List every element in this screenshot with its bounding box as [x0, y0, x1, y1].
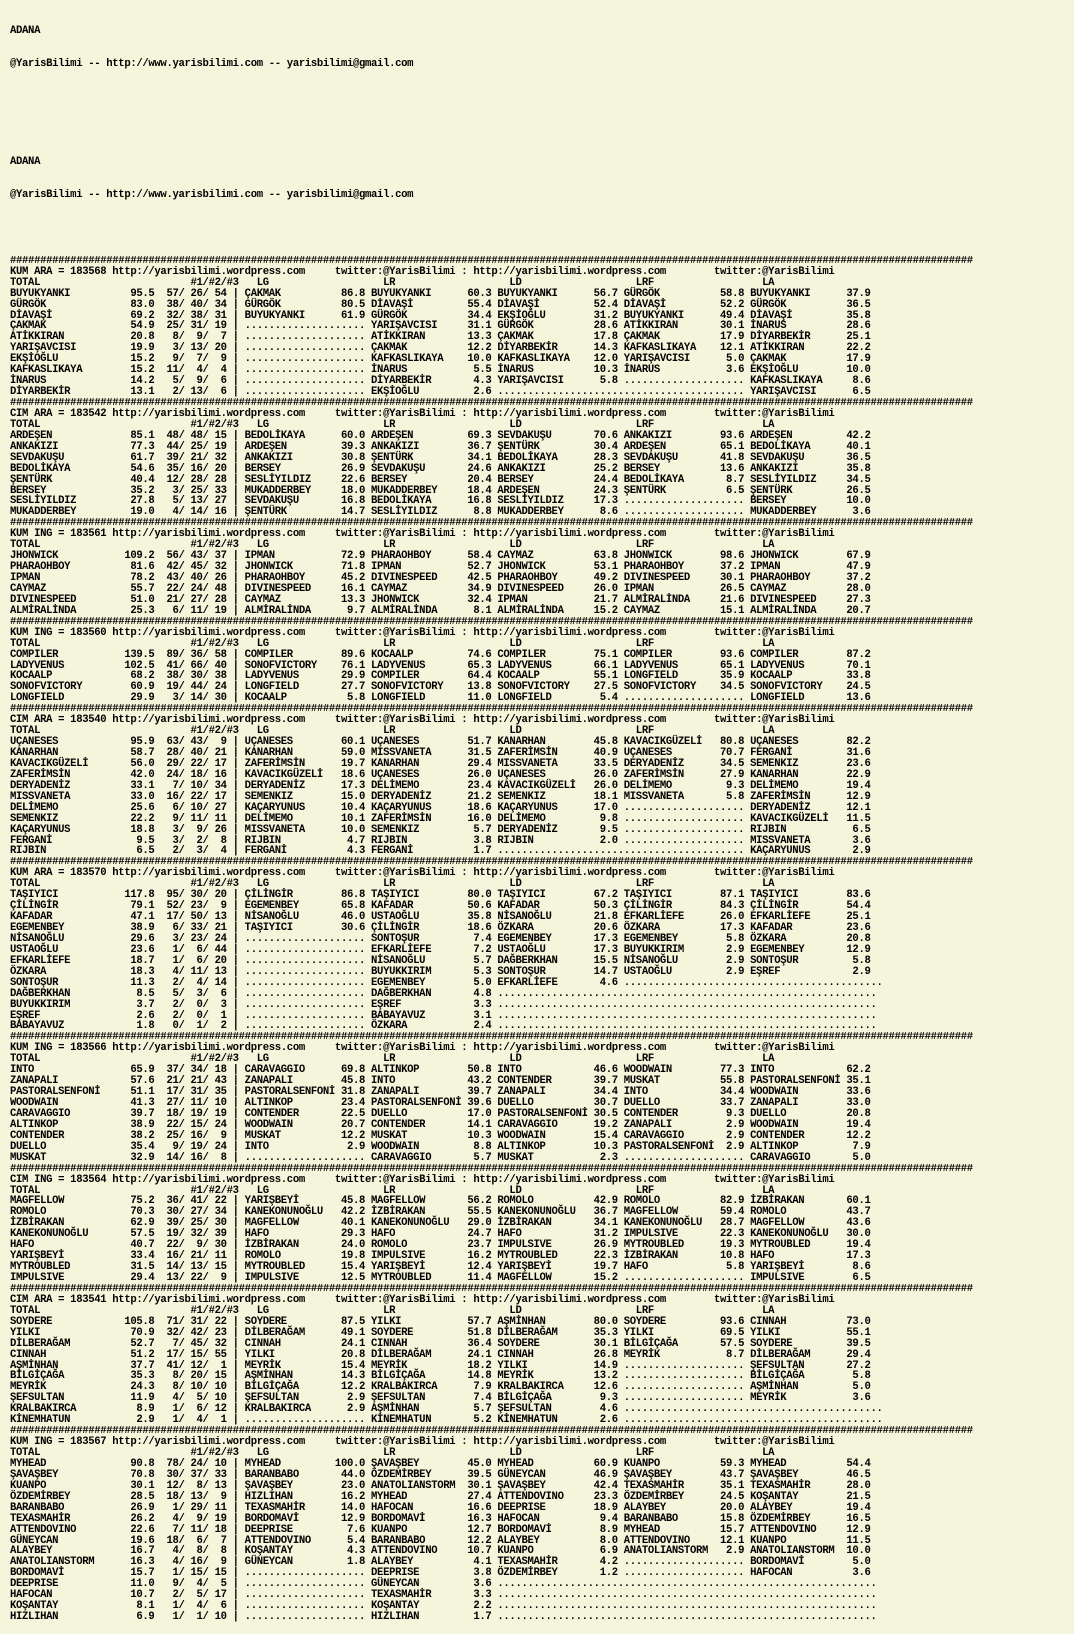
result-row: ATİKKIRAN 20.8 8/ 9/ 7 | .................... ATİKKIRAN 13.3 ÇAKMAK 17.8 ÇAKMAK 17.9 DİYARBEKİR 25.1 [10, 331, 871, 344]
result-row: YARIŞBEYİ 33.4 16/ 21/ 11 | ROMOLO 19.8 IMPULSIVE 16.2 MYTROUBLED 22.3 İZBİRAKAN 10.8 HAFO 17.3 [10, 1250, 871, 1263]
result-row: SEMENKIZ 22.2 9/ 11/ 11 | DELİMEMO 10.1 ZAFERİMSİN 16.0 DELİMEMO 9.8 .................... KAVACIKGÜZELİ 11.5 [10, 812, 871, 825]
section-title: CIM ARA = 183540 http://yarisbilimi.wordpress.com twitter:@YarisBilimi : http://yarisbilimi.wordpress.com twitter:@YarisBilimi [10, 714, 835, 727]
result-row: CARAVAGGIO 39.7 18/ 19/ 19 | CONTENDER 22.5 DUELLO 17.0 PASTORALSENFONİ 30.5 CONTENDER 9.3 DUELLO 20.8 [10, 1107, 871, 1120]
column-header: TOTAL #1/#2/#3 LG LR LD LRF LA [10, 725, 775, 738]
result-row: ALAYBEY 16.7 4/ 8/ 8 | KOŞANTAY 4.3 ATTENDOVINO 10.7 KUANPO 6.9 ANATOLIANSTORM 2.9 ANATOLIANSTORM 10.0 [10, 1545, 871, 1558]
result-row: NİSANOĞLU 29.6 3/ 23/ 24 | .................... SONTOŞUR 7.4 EGEMENBEY 17.3 EGEMENBEY 5.8 ÖZKARA 20.8 [10, 932, 871, 945]
race-section [10, 1164, 1074, 1284]
result-row: FERGANİ 9.5 3/ 2/ 8 | RIJBIN 4.7 RIJBIN 3.8 RIJBIN 2.0 .................... MISSVANETA 3.6 [10, 834, 871, 847]
result-row: KOŞANTAY 8.1 1/ 4/ 6 | .................... KOŞANTAY 2.2 ............................................................... [10, 1600, 877, 1613]
section-title: CIM ARA = 183541 http://yarisbilimi.wordpress.com twitter:@YarisBilimi : http://yarisbilimi.wordpress.com twitter:@YarisBilimi [10, 1293, 835, 1306]
result-row: ANATOLIANSTORM 16.3 4/ 16/ 9 | GÜNEYCAN 1.8 ALAYBEY 4.1 TEXASMAHİR 4.2 .................... BORDOMAVİ 5.0 [10, 1556, 871, 1569]
column-header: TOTAL #1/#2/#3 LG LR LD LRF LA [10, 276, 775, 289]
blank-line [10, 223, 1074, 234]
race-section [10, 617, 1074, 705]
result-row: KUANPO 30.1 12/ 8/ 13 | ŞAVAŞBEY 23.0 ANATOLIANSTORM 30.1 ŞAVAŞBEY 42.4 TEXASMAHİR 35.1 TEXASMAHİR 28.0 [10, 1479, 871, 1492]
race-section [10, 1426, 1074, 1623]
race-section [10, 518, 1074, 616]
result-row: ÇİLİNGİR 79.1 52/ 23/ 9 | EGEMENBEY 65.8 KAFADAR 50.6 KAFADAR 50.3 ÇİLİNGİR 84.3 ÇİLİNGİR 54.4 [10, 900, 871, 913]
result-row: BARANBABO 26.9 1/ 29/ 11 | TEXASMAHİR 14.0 HAFOCAN 16.6 DEEPRISE 18.9 ALAYBEY 20.0 ALAYBEY 19.4 [10, 1501, 871, 1514]
race-section [10, 256, 1074, 398]
result-row: BORDOMAVİ 15.7 1/ 15/ 15 | .................... DEEPRISE 3.8 ÖZDEMİRBEY 1.2 .................... HAFOCAN 3.6 [10, 1567, 871, 1580]
result-row: HAFO 40.7 22/ 9/ 30 | İZBİRAKAN 24.0 ROMOLO 23.7 IMPULSIVE 26.9 MYTROUBLED 19.3 MYTROUBLED 19.4 [10, 1239, 871, 1252]
result-row: BUYUKKIRIM 3.7 2/ 0/ 3 | .................... EŞREF 3.3 ............................................................... [10, 998, 877, 1011]
column-header: TOTAL #1/#2/#3 LG LR LD LRF LA [10, 1053, 775, 1066]
result-row: MYTROUBLED 31.5 14/ 13/ 15 | MYTROUBLED 15.4 YARIŞBEYİ 12.4 YARIŞBEYİ 19.7 HAFO 5.8 YARIŞBEYİ 8.6 [10, 1261, 871, 1274]
result-row: HIZLIHAN 6.9 1/ 1/ 10 | .................... HIZLIHAN 1.7 ............................................................... [10, 1611, 877, 1624]
result-row: USTAOĞLU 23.6 1/ 6/ 44 | .................... EFKARLİEFE 7.2 USTAOĞLU 17.3 BUYUKKIRIM 2.9 EGEMENBEY 12.9 [10, 943, 871, 956]
column-header: TOTAL #1/#2/#3 LG LR LD LRF LA [10, 637, 775, 650]
race-section [10, 1032, 1074, 1163]
race-section [10, 704, 1074, 857]
column-header: TOTAL #1/#2/#3 LG LR LD LRF LA [10, 1184, 775, 1197]
result-row: ALTINKOP 38.9 22/ 15/ 24 | WOODWAIN 20.7 CONTENDER 14.1 CARAVAGGIO 19.2 ZANAPALI 2.9 WOODWAIN 19.4 [10, 1118, 871, 1131]
result-row: DİYARBEKİR 13.1 2/ 13/ 6 | .................... EKŞİOĞLU 2.6 ......................................... YARIŞAVCISI 6.5 [10, 386, 871, 399]
section-separator: ################################################################################################################################################################ [10, 398, 973, 409]
result-row: EGEMENBEY 38.9 6/ 33/ 21 | TAŞIYICI 30.6 ÇİLİNGİR 18.6 ÖZKARA 20.6 ÖZKARA 17.3 KAFADAR 23.6 [10, 922, 871, 934]
result-row: BİLGİÇAĞA 35.3 8/ 20/ 15 | AŞMİNHAN 14.3 BİLGİÇAĞA 14.8 MEYRİK 13.2 .................... BİLGİÇAĞA 5.8 [10, 1370, 871, 1383]
section-title: CIM ING = 183564 http://yarisbilimi.wordpress.com twitter:@YarisBilimi : http://yarisbilimi.wordpress.com twitter:@YarisBilimi [10, 1173, 835, 1186]
result-row: SEVDAKUŞU 61.7 39/ 21/ 32 | ANKAKIZI 30.8 ŞENTÜRK 34.1 BEDOLİKAYA 28.3 SEVDAKUŞU 41.8 SEVDAKUŞU 36.5 [10, 451, 871, 464]
result-row: DİAVAŞİ 69.2 32/ 38/ 31 | BUYUKYANKI 61.9 GÜRGÖK 34.4 EKŞİOĞLU 31.2 BUYUKYANKI 49.4 DİAVAŞİ 35.8 [10, 309, 871, 322]
result-row: ÖZKARA 18.3 4/ 11/ 13 | .................... BUYUKKIRIM 5.3 SONTOŞUR 14.7 USTAOĞLU 2.9 EŞREF 2.9 [10, 965, 871, 978]
header-city-repeat: ADANA [10, 156, 41, 169]
result-row: MEYRİK 24.3 8/ 10/ 10 | BİLGİÇAĞA 12.2 KRALBAKIRCA 7.9 KRALBAKIRCA 12.6 .................... AŞMİNHAN 5.0 [10, 1381, 871, 1394]
column-header: TOTAL #1/#2/#3 LG LR LD LRF LA [10, 1304, 775, 1317]
result-row: KANARHAN 58.7 28/ 40/ 21 | KANARHAN 59.0 MISSVANETA 31.5 ZAFERİMSİN 40.9 UÇANESES 70.7 FERGANİ 31.6 [10, 747, 871, 759]
section-title: KUM ING = 183560 http://yarisbilimi.wordpress.com twitter:@YarisBilimi : http://yarisbilimi.wordpress.com twitter:@YarisBilimi [10, 626, 835, 639]
section-separator: ################################################################################################################################################################ [10, 255, 973, 267]
result-row: İNARUS 14.2 5/ 9/ 6 | .................... DİYARBEKİR 4.3 YARIŞAVCISI 5.8 .................... KAFKASLIKAYA 8.6 [10, 375, 871, 388]
result-row: LADYVENUS 102.5 41/ 66/ 40 | SONOFVICTORY 76.1 LADYVENUS 65.3 LADYVENUS 66.1 LADYVENUS 65.1 LADYVENUS 70.1 [10, 659, 871, 672]
header-city: ADANA [10, 24, 41, 37]
result-row: BEDOLİKAYA 54.6 35/ 16/ 20 | BERSEY 26.9 SEVDAKUŞU 24.6 ANKAKIZI 25.2 BERSEY 13.6 ANKAKIZI 35.8 [10, 462, 871, 475]
result-row: EKŞİOĞLU 15.2 9/ 7/ 9 | .................... KAFKASLIKAYA 10.0 KAFKASLIKAYA 12.0 YARIŞAVCISI 5.0 ÇAKMAK 17.9 [10, 353, 871, 366]
result-row: ŞENTÜRK 40.4 12/ 28/ 28 | SESLİYILDIZ 22.6 BERSEY 20.4 BERSEY 24.4 BEDOLİKAYA 8.7 SESLİYILDIZ 34.5 [10, 473, 871, 486]
result-row: ŞAVAŞBEY 70.8 30/ 37/ 33 | BARANBABO 44.0 ÖZDEMİRBEY 39.5 GÜNEYCAN 46.9 ŞAVAŞBEY 43.7 ŞAVAŞBEY 46.5 [10, 1468, 871, 1481]
result-row: SESLİYILDIZ 27.8 5/ 13/ 27 | SEVDAKUŞU 16.8 BEDOLİKAYA 16.8 SESLİYILDIZ 17.3 .................... BERSEY 10.0 [10, 495, 871, 508]
result-row: RIJBIN 6.5 2/ 3/ 4 | FERGANİ 4.3 FERGANİ 1.7 ......................................... KAÇARYUNUS 2.9 [10, 845, 871, 858]
result-row: EFKARLİEFE 18.7 1/ 6/ 20 | .................... NİSANOĞLU 5.7 DAĞBERKHAN 15.5 NİSANOĞLU 2.9 SONTOŞUR 5.8 [10, 954, 871, 967]
result-row: LONGFIELD 29.9 3/ 14/ 30 | KOCAALP 5.8 LONGFIELD 11.0 LONGFIELD 5.4 .................... LONGFIELD 13.6 [10, 692, 871, 705]
result-row: WOODWAIN 41.3 27/ 11/ 10 | ALTINKOP 23.4 PASTORALSENFONİ 39.6 DUELLO 30.7 DUELLO 33.7 ZANAPALI 33.0 [10, 1097, 871, 1109]
result-row: DAĞBERKHAN 8.5 5/ 3/ 6 | .................... DAĞBERKHAN 4.8 ............................................................... [10, 987, 877, 1000]
result-row: IPMAN 78.2 43/ 40/ 26 | PHARAOHBOY 45.2 DIVINESPEED 42.5 PHARAOHBOY 49.2 DIVINESPEED 30.1 PHARAOHBOY 37.2 [10, 572, 871, 584]
result-row: MUKADDERBEY 19.0 4/ 14/ 16 | ŞENTÜRK 14.7 SESLİYILDIZ 8.8 MUKADDERBEY 8.6 .................... MUKADDERBEY 3.6 [10, 506, 871, 519]
result-row: SOYDERE 105.8 71/ 31/ 22 | SOYDERE 87.5 YILKI 57.7 AŞMİNHAN 80.0 SOYDERE 93.6 CINNAH 73.0 [10, 1315, 871, 1328]
blank-line [10, 92, 1074, 103]
blank-line [10, 124, 1074, 135]
result-row: DIVINESPEED 51.0 21/ 27/ 28 | CAYMAZ 13.3 JHONWICK 32.4 IPMAN 21.7 ALMİRALİNDA 21.6 DIVINESPEED 27.3 [10, 593, 871, 606]
column-header: TOTAL #1/#2/#3 LG LR LD LRF LA [10, 539, 775, 552]
result-row: YILKI 70.9 32/ 42/ 23 | DİLBERAĞAM 49.1 SOYDERE 51.8 DİLBERAĞAM 35.3 YILKI 69.5 YILKI 55.1 [10, 1326, 871, 1339]
result-row: ALMİRALİNDA 25.3 6/ 11/ 19 | ALMİRALİNDA 9.7 ALMİRALİNDA 8.1 ALMİRALİNDA 15.2 CAYMAZ 15.1 ALMİRALİNDA 20.7 [10, 604, 871, 617]
result-row: GÜRGÖK 83.0 38/ 40/ 34 | GÜRGÖK 80.5 DİAVAŞİ 55.4 DİAVAŞİ 52.4 DİAVAŞİ 52.2 GÜRGÖK 36.5 [10, 298, 871, 311]
section-title: KUM ING = 183561 http://yarisbilimi.wordpress.com twitter:@YarisBilimi : http://yarisbilimi.wordpress.com twitter:@YarisBilimi [10, 528, 835, 541]
result-row: ZANAPALI 57.6 21/ 21/ 43 | ZANAPALI 45.8 INTO 43.2 CONTENDER 39.7 MUSKAT 55.8 PASTORALSENFONİ 35.1 [10, 1075, 871, 1088]
result-row: SONTOŞUR 11.3 2/ 4/ 14 | .................... EGEMENBEY 5.0 EFKARLİEFE 4.6 ........................................... [10, 976, 883, 989]
result-row: DELİMEMO 25.6 6/ 10/ 27 | KAÇARYUNUS 10.4 KAÇARYUNUS 18.6 KAÇARYUNUS 17.0 .................... DERYADENİZ 12.1 [10, 801, 871, 814]
result-row: KAÇARYUNUS 18.8 3/ 9/ 26 | MISSVANETA 10.0 SEMENKIZ 5.7 DERYADENİZ 9.5 .................... RIJBIN 6.5 [10, 823, 871, 836]
result-row: ÖZDEMİRBEY 28.5 18/ 13/ 9 | HIZLIHAN 16.2 MYHEAD 27.4 ATTENDOVINO 23.3 ÖZDEMİRBEY 24.5 KOŞANTAY 21.5 [10, 1490, 871, 1503]
result-row: SONOFVICTORY 60.9 19/ 44/ 24 | LONGFIELD 27.7 SONOFVICTORY 13.8 SONOFVICTORY 27.5 SONOFVICTORY 34.5 SONOFVICTORY 24.5 [10, 681, 871, 694]
result-row: IMPULSIVE 29.4 13/ 22/ 9 | IMPULSIVE 12.5 MYTROUBLED 11.4 MAGFELLOW 15.2 .................... IMPULSIVE 6.5 [10, 1272, 871, 1284]
section-separator: ################################################################################################################################################################ [10, 1283, 973, 1295]
result-row: GÜNEYCAN 19.6 18/ 6/ 7 | ATTENDOVINO 5.4 BARANBABO 12.2 ALAYBEY 8.0 ATTENDOVINO 12.1 KUANPO 11.5 [10, 1534, 871, 1547]
result-row: ROMOLO 70.3 30/ 27/ 34 | KANEKONUNOĞLU 42.2 İZBİRAKAN 55.5 KANEKONUNOĞLU 36.7 MAGFELLOW 59.4 ROMOLO 43.7 [10, 1206, 871, 1219]
header-contact: @YarisBilimi -- http://www.yarisbilimi.com -- yarisbilimi@gmail.com [10, 57, 414, 70]
result-row: DUELLO 35.4 9/ 19/ 24 | INTO 2.9 WOODWAIN 8.8 ALTINKOP 10.3 PASTORALSENFONİ 2.9 ALTINKOP 7.9 [10, 1140, 871, 1153]
result-row: ÇAKMAK 54.9 25/ 31/ 19 | .................... YARIŞAVCISI 31.1 GÜRGÖK 28.6 ATİKKIRAN 30.1 İNARUS 28.6 [10, 320, 871, 333]
column-header: TOTAL #1/#2/#3 LG LR LD LRF LA [10, 418, 775, 431]
section-title: KUM ARA = 183568 http://yarisbilimi.wordpress.com twitter:@YarisBilimi : http://yarisbilimi.wordpress.com twitter:@YarisBilimi [10, 265, 835, 278]
result-row: HAFOCAN 10.7 2/ 5/ 17 | .................... TEXASMAHİR 3.3 ............................................................... [10, 1589, 877, 1602]
result-row: CAYMAZ 55.7 22/ 24/ 48 | DIVINESPEED 16.1 CAYMAZ 34.9 DIVINESPEED 26.0 IPMAN 26.5 CAYMAZ 28.0 [10, 582, 871, 595]
race-section [10, 398, 1074, 518]
result-row: ZAFERİMSİN 42.0 24/ 18/ 16 | KAVACIKGÜZELİ 18.6 UÇANESES 26.0 UÇANESES 26.0 ZAFERİMSİN 27.9 KANARHAN 22.9 [10, 768, 871, 781]
result-row: JHONWICK 109.2 56/ 43/ 37 | IPMAN 72.9 PHARAOHBOY 58.4 CAYMAZ 63.8 JHONWICK 98.6 JHONWICK 67.9 [10, 550, 871, 563]
race-section [10, 1284, 1074, 1426]
header-contact-repeat: @YarisBilimi -- http://www.yarisbilimi.com -- yarisbilimi@gmail.com [10, 189, 414, 202]
section-title: KUM ARA = 183570 http://yarisbilimi.wordpress.com twitter:@YarisBilimi : http://yarisbilimi.wordpress.com twitter:@YarisBilimi [10, 867, 835, 880]
section-title: KUM ING = 183566 http://yarisbilimi.wordpress.com twitter:@YarisBilimi : http://yarisbilimi.wordpress.com twitter:@YarisBilimi [10, 1042, 835, 1055]
result-row: KOCAALP 68.2 38/ 30/ 38 | LADYVENUS 29.9 COMPILER 64.4 KOCAALP 55.1 LONGFIELD 35.9 KOCAALP 33.8 [10, 670, 871, 683]
result-row: ATTENDOVINO 22.6 7/ 11/ 18 | DEEPRISE 7.6 KUANPO 12.7 BORDOMAVİ 8.9 MYHEAD 15.7 ATTENDOVINO 12.9 [10, 1523, 871, 1536]
column-header: TOTAL #1/#2/#3 LG LR LD LRF LA [10, 878, 775, 891]
result-row: AŞMİNHAN 37.7 41/ 12/ 1 | MEYRİK 15.4 MEYRİK 18.2 YILKI 14.9 .................... ŞEFSULTAN 27.2 [10, 1359, 871, 1372]
result-row: BERSEY 35.2 3/ 25/ 33 | MUKADDERBEY 18.0 MUKADDERBEY 18.4 ARDEŞEN 24.3 ŞENTÜRK 6.5 ŞENTÜRK 26.5 [10, 484, 871, 497]
result-row: CONTENDER 38.2 25/ 16/ 9 | MUSKAT 12.2 MUSKAT 10.3 WOODWAIN 15.4 CARAVAGGIO 2.9 CONTENDER 12.2 [10, 1129, 871, 1142]
result-row: İZBİRAKAN 62.9 39/ 25/ 30 | MAGFELLOW 40.1 KANEKONUNOĞLU 29.0 İZBİRAKAN 34.1 KANEKONUNOĞLU 28.7 MAGFELLOW 43.6 [10, 1217, 871, 1230]
result-row: DERYADENİZ 33.1 7/ 10/ 34 | DERYADENİZ 17.3 DELİMEMO 23.4 KAVACIKGÜZELİ 26.0 DELİMEMO 9.3 DELİMEMO 19.4 [10, 779, 871, 792]
section-separator: ################################################################################################################################################################ [10, 1032, 973, 1044]
result-row: MYHEAD 90.8 78/ 24/ 10 | MYHEAD 100.0 ŞAVAŞBEY 45.0 MYHEAD 60.9 KUANPO 59.3 MYHEAD 54.4 [10, 1457, 871, 1470]
section-separator: ################################################################################################################################################################ [10, 857, 973, 869]
result-row: MAGFELLOW 75.2 36/ 41/ 22 | YARIŞBEYİ 45.8 MAGFELLOW 56.2 ROMOLO 42.9 ROMOLO 82.9 İZBİRAKAN 60.1 [10, 1195, 871, 1208]
section-separator: ################################################################################################################################################################ [10, 1426, 973, 1438]
section-separator: ################################################################################################################################################################ [10, 704, 973, 716]
result-row: KRALBAKIRCA 8.9 1/ 6/ 12 | KRALBAKIRCA 2.9 AŞMİNHAN 5.7 ŞEFSULTAN 4.6 ........................................... [10, 1403, 883, 1416]
section-separator: ################################################################################################################################################################ [10, 616, 973, 628]
result-row: INTO 65.9 37/ 34/ 18 | CARAVAGGIO 69.8 ALTINKOP 50.8 INTO 46.6 WOODWAIN 77.3 INTO 62.2 [10, 1064, 871, 1077]
result-row: DEEPRISE 11.0 9/ 4/ 5 | .................... GÜNEYCAN 3.6 ............................................................... [10, 1578, 877, 1591]
result-row: ŞEFSULTAN 11.9 4/ 5/ 10 | ŞEFSULTAN 2.9 ŞEFSULTAN 7.4 BİLGİÇAĞA 9.3 .................... MEYRİK 3.6 [10, 1392, 871, 1405]
result-row: ARDEŞEN 85.1 48/ 48/ 15 | BEDOLİKAYA 60.0 ARDEŞEN 69.3 SEVDAKUŞU 70.6 ANKAKIZI 93.6 ARDEŞEN 42.2 [10, 429, 871, 442]
section-title: KUM ING = 183567 http://yarisbilimi.wordpress.com twitter:@YarisBilimi : http://yarisbilimi.wordpress.com twitter:@YarisBilimi [10, 1436, 835, 1449]
result-row: DİLBERAĞAM 52.7 7/ 45/ 32 | CINNAH 24.1 CINNAH 36.4 SOYDERE 30.1 BİLGİÇAĞA 57.5 SOYDERE 39.5 [10, 1337, 871, 1350]
result-row: KANEKONUNOĞLU 57.5 19/ 32/ 39 | HAFO 29.3 HAFO 24.7 HAFO 31.2 IMPULSIVE 22.3 KANEKONUNOĞLU 30.0 [10, 1228, 871, 1241]
result-row: TAŞIYICI 117.8 95/ 30/ 20 | ÇİLİNGİR 86.8 TAŞIYICI 80.0 TAŞIYICI 67.2 TAŞIYICI 87.1 TAŞIYICI 83.6 [10, 889, 871, 902]
section-title: CIM ARA = 183542 http://yarisbilimi.wordpress.com twitter:@YarisBilimi : http://yarisbilimi.wordpress.com twitter:@YarisBilimi [10, 407, 835, 420]
result-row: BUYUKYANKI 95.5 57/ 26/ 54 | ÇAKMAK 86.8 BUYUKYANKI 60.3 BUYUKYANKI 56.7 GÜRGÖK 58.8 BUYUKYANKI 37.9 [10, 287, 871, 300]
result-row: MUSKAT 32.9 14/ 16/ 8 | .................... CARAVAGGIO 5.7 MUSKAT 2.3 .................... CARAVAGGIO 5.0 [10, 1151, 871, 1164]
result-row: BABAYAVUZ 1.8 0/ 1/ 2 | .................... ÖZKARA 2.4 ............................................................... [10, 1020, 877, 1033]
result-row: PHARAOHBOY 81.6 42/ 45/ 32 | JHONWICK 71.8 IPMAN 52.7 JHONWICK 53.1 PHARAOHBOY 37.2 IPMAN 47.9 [10, 561, 871, 574]
race-sections [10, 256, 1074, 1623]
result-row: KAFADAR 47.1 17/ 50/ 13 | NİSANOĞLU 46.0 USTAOĞLU 35.8 NİSANOĞLU 21.8 EFKARLİEFE 26.0 EFKARLİEFE 25.1 [10, 911, 871, 924]
column-header: TOTAL #1/#2/#3 LG LR LD LRF LA [10, 1447, 775, 1459]
result-row: YARIŞAVCISI 19.9 3/ 13/ 20 | .................... ÇAKMAK 12.2 DİYARBEKİR 14.3 KAFKASLIKAYA 12.1 ATİKKIRAN 22.2 [10, 342, 871, 355]
result-row: ANKAKIZI 77.3 44/ 25/ 19 | ARDEŞEN 39.3 ANKAKIZI 36.7 ŞENTÜRK 30.4 ARDEŞEN 65.1 BEDOLİKAYA 40.1 [10, 440, 871, 453]
result-row: COMPILER 139.5 89/ 36/ 58 | COMPILER 89.6 KOCAALP 74.6 COMPILER 75.1 COMPILER 93.6 COMPILER 87.2 [10, 648, 871, 661]
section-separator: ################################################################################################################################################################ [10, 1163, 973, 1175]
race-section [10, 857, 1074, 1032]
section-separator: ################################################################################################################################################################ [10, 518, 973, 530]
result-row: KAFKASLIKAYA 15.2 11/ 4/ 4 | .................... İNARUS 5.5 İNARUS 10.3 İNARUS 3.6 EKŞİOĞLU 10.0 [10, 364, 871, 377]
result-row: UÇANESES 95.9 63/ 43/ 9 | UÇANESES 60.1 UÇANESES 51.7 KANARHAN 45.8 KAVACIKGÜZELİ 80.8 UÇANESES 82.2 [10, 736, 871, 749]
result-row: KAVACIKGÜZELİ 56.0 29/ 22/ 17 | ZAFERİMSİN 19.7 KANARHAN 29.4 MISSVANETA 33.5 DERYADENİZ 34.5 SEMENKIZ 23.6 [10, 757, 871, 770]
result-row: TEXASMAHİR 26.2 4/ 9/ 19 | BORDOMAVİ 12.9 BORDOMAVİ 16.3 HAFOCAN 9.4 BARANBABO 15.8 ÖZDEMİRBEY 16.5 [10, 1512, 871, 1525]
result-row: EŞREF 2.6 2/ 0/ 1 | .................... BABAYAVUZ 3.1 ............................................................... [10, 1009, 877, 1022]
result-row: MISSVANETA 33.0 16/ 22/ 17 | SEMENKIZ 15.0 DERYADENİZ 21.2 SEMENKIZ 18.1 MISSVANETA 5.8 ZAFERİMSİN 12.9 [10, 790, 871, 803]
result-row: PASTORALSENFONİ 51.1 17/ 31/ 35 | PASTORALSENFONİ 31.8 ZANAPALI 39.7 ZANAPALI 34.4 INTO 34.4 WOODWAIN 33.6 [10, 1086, 871, 1099]
result-row: KİNEMHATUN 2.9 1/ 4/ 1 | .................... KİNEMHATUN 5.2 KİNEMHATUN 2.6 ........................................... [10, 1414, 883, 1427]
result-row: CINNAH 51.2 17/ 15/ 55 | YILKI 20.8 DİLBERAĞAM 24.1 CINNAH 26.8 MEYRİK 8.7 DİLBERAĞAM 29.4 [10, 1348, 871, 1361]
